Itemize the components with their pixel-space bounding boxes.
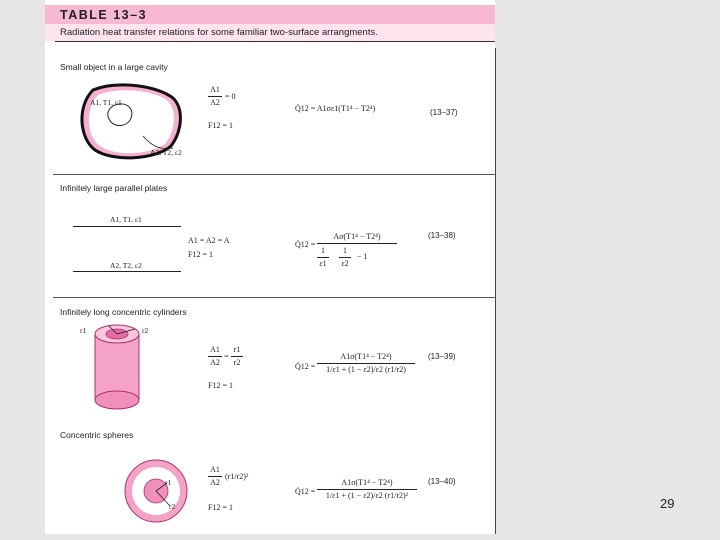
small-object-cavity-figure: [73, 78, 203, 163]
inner-surface-label: A1, T1, ε1: [90, 98, 122, 107]
table-caption: Radiation heat transfer relations for some familiar two-surface arrangments.: [60, 27, 378, 38]
area-ratio: A1 A2: [208, 85, 222, 108]
r1-label: r1: [80, 326, 87, 335]
area-ratio: A1 A2: [208, 465, 222, 488]
equation-number-37: (13–37): [430, 108, 458, 117]
section-title-concentric-spheres: Concentric spheres: [60, 430, 134, 440]
bottom-plate-label: A2, T2, ε2: [110, 261, 142, 270]
r2-label: r2: [169, 502, 176, 511]
outer-surface-label: A2, T2, ε2: [150, 148, 182, 157]
equation-number-38: (13–38): [428, 231, 456, 240]
section-title-concentric-cylinders: Infinitely long concentric cylinders: [60, 307, 187, 317]
formula-lhs: Q̇12 =: [295, 362, 316, 371]
denominator-term-a: 1 ε1: [317, 246, 329, 269]
textbook-page: TABLE 13–3 Radiation heat transfer relations for some familiar two-surface arrangments. Small object in a large cavity A1, T1, ε1 A2, T2, ε2 A1 A2 = 0 F12 = 1 Q̇12 = A1σε1(T1⁴ − T2⁴) (13–37) Infinitely large parallel plates A1, T1, ε1 A2, T2, ε2 A1 = A2 = A F12 = 1 Q̇12 = Aσ(T1⁴ − T2⁴) 1 ε1 1 ε2 − 1 (13–38) Infinitely long concentric cylinders r1 r2 A1 A2 = r1 r2 F12 = 1 Q̇12 = A1σ(T1⁴ − T2⁴) 1/ε1 + (1 − ε2)/ε2 (r1/r2) (13–39) Concentric spheres r1 r2 A1 A2 (r1/r2)² F12 = 1 Q̇12 = A1σ(T1⁴ − T2⁴) 1/ε1 + (1 − ε2)/ε2 (r1/r2)² (13–40): [45, 0, 495, 534]
denominator-term-b: 1 ε2: [339, 246, 351, 269]
area-ratio-rhs: = 0: [225, 92, 236, 101]
table-title: TABLE 13–3: [60, 8, 148, 22]
equal-areas: A1 = A2 = A: [188, 236, 230, 245]
section-title-small-object: Small object in a large cavity: [60, 62, 168, 72]
concentric-spheres-figure: [123, 458, 189, 524]
section-title-parallel-plates: Infinitely large parallel plates: [60, 183, 168, 193]
equation-number-40: (13–40): [428, 477, 456, 486]
concentric-cylinders-figure: [89, 322, 149, 414]
right-rule: [495, 48, 496, 534]
formula-concentric-spheres: A1σ(T1⁴ − T2⁴) 1/ε1 + (1 − ε2)/ε2 (r1/r2)²: [317, 478, 417, 501]
formula-small-object: Q̇12 = A1σε1(T1⁴ − T2⁴): [295, 104, 376, 113]
view-factor: F12 = 1: [208, 381, 233, 390]
formula-lhs: Q̇12 =: [295, 240, 316, 249]
sphere-area-ratio-rhs: (r1/r2)²: [225, 472, 249, 481]
view-factor: F12 = 1: [208, 503, 233, 512]
bottom-plate: [73, 271, 181, 272]
r2-label: r2: [142, 326, 149, 335]
top-rule: [55, 41, 495, 42]
formula-parallel-plates: Aσ(T1⁴ − T2⁴): [317, 232, 397, 245]
r1-label: r1: [165, 478, 172, 487]
slide-page-number: 29: [660, 496, 675, 511]
section-divider: [53, 174, 496, 175]
radius-ratio: r1 r2: [231, 345, 243, 368]
denominator-tail: − 1: [357, 252, 368, 261]
section-divider: [53, 297, 496, 298]
view-factor: F12 = 1: [208, 121, 233, 130]
formula-concentric-cylinders: A1σ(T1⁴ − T2⁴) 1/ε1 + (1 − ε2)/ε2 (r1/r2): [317, 352, 415, 375]
top-plate-label: A1, T1, ε1: [110, 215, 142, 224]
top-plate: [73, 226, 181, 227]
equation-number-39: (13–39): [428, 352, 456, 361]
view-factor: F12 = 1: [188, 250, 213, 259]
formula-lhs: Q̇12 =: [295, 487, 316, 496]
area-ratio: A1 A2: [208, 345, 222, 368]
